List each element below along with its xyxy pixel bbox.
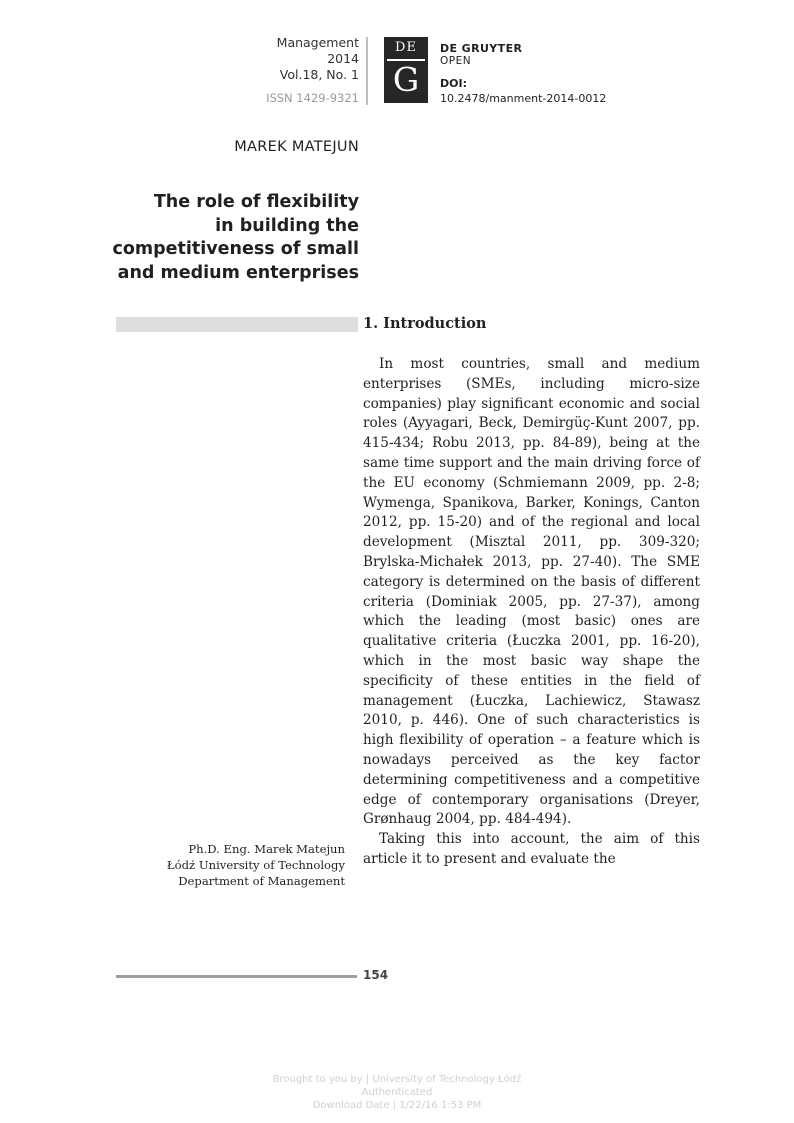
logo-top-text: DE [395, 40, 417, 55]
watermark-line: Download Date | 1/22/16 1:53 PM [312, 1100, 482, 1111]
article-title [59, 191, 359, 285]
journal-info [266, 35, 359, 106]
watermark-line: Brought to you by | University of Technology Łódź [272, 1074, 522, 1085]
header-divider [366, 37, 368, 105]
journal-volume: Vol.18, No. 1 [279, 67, 359, 82]
body-paragraph: Taking this into account, the aim of this article it to present and evaluate the [363, 831, 700, 867]
affiliation-university: Łódź University of Technology [166, 858, 345, 872]
journal-issn: ISSN 1429-9321 [266, 91, 359, 105]
footer-rule [116, 975, 357, 978]
body-paragraph: In most countries, small and medium enterprises (SMEs, including micro-size companies) play significant economic and social roles (Ayyagari, Beck, Demirgüç-Kunt 2007, pp. 415-434; Robu 2013, pp. 84-89), being at the same time support and the main driving force of the EU economy (Schmiemann 2009, pp. 2-8; Wymenga, Spanikova, Barker, Konings, Canton 2012, pp. 15-20) and of the regional and local development (Misztal 2011, pp. 309-320; Brylska-Michałek 2013, pp. 27-40). The SME category is determined on the basis of different criteria (Dominiak 2005, pp. 27-37), among which the leading (most basic) ones are qualitative criteria (Łuczka 2001, pp. 16-20), which in the most basic way shape the specificity of these entities in the field of management (Łuczka, Lachiewicz, Stawasz 2010, p. 446). One of such characteristics is high flexibility of operation – a feature which is nowadays perceived as the key factor determining competitiveness and a competitive edge of contemporary organisations (Dreyer, Grønhaug 2004, pp. 484-494). [363, 356, 700, 828]
title-line: The role of flexibility [153, 192, 359, 212]
journal-name: Management [276, 35, 359, 50]
download-watermark [0, 1073, 794, 1112]
page-number: 154 [363, 968, 389, 982]
publisher-name: DE GRUYTER [440, 42, 523, 55]
title-line: in building the [215, 215, 359, 236]
doi-label: DOI: [440, 77, 467, 90]
author-affiliation [167, 841, 345, 889]
doi-block [440, 76, 606, 106]
journal-year: 2014 [327, 51, 359, 66]
section-heading: 1. Introduction [363, 315, 487, 332]
body-text [363, 355, 700, 870]
de-gruyter-logo-icon [384, 37, 428, 103]
title-line: competitiveness of small [112, 239, 359, 259]
affiliation-name: Ph.D. Eng. Marek Matejun [188, 842, 345, 856]
title-line: and medium enterprises [117, 262, 359, 283]
publisher-sub: OPEN [440, 55, 472, 67]
affiliation-department: Department of Management [178, 874, 345, 888]
publisher-name-block [440, 43, 522, 67]
logo-bottom-text: G [392, 60, 420, 99]
section-bar [116, 317, 358, 332]
author-name: MAREK MATEJUN [234, 139, 359, 155]
doi-value[interactable]: 10.2478/manment-2014-0012 [440, 92, 607, 105]
watermark-line: Authenticated [361, 1087, 433, 1098]
